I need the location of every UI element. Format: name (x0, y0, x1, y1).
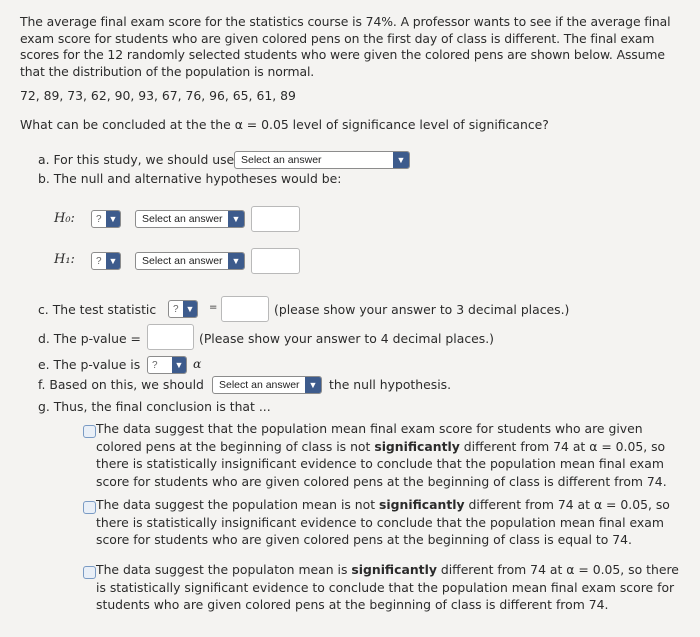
h0-value-input[interactable] (251, 206, 300, 232)
h1-value-input[interactable] (251, 248, 300, 274)
option-text: different from 74 at α = 0.05, so there is statistically insignificant evidence to conclude that the population mean final exam score for students who are given colored pens at the beginning of class is equal to 74. (96, 497, 670, 547)
p-value-hint: (Please show your answer to 4 decimal places.) (199, 331, 494, 346)
option-text: The data suggest that the population mean final exam score for students who are given colored pens at the beginning of class is not (96, 421, 643, 454)
conclusion-option-2[interactable] (96, 496, 688, 549)
h0-relation-select[interactable] (135, 210, 245, 228)
conclusion-option-2-radio[interactable] (83, 501, 96, 514)
option-bold: significantly (351, 562, 437, 577)
test-statistic-hint: (please show your answer to 3 decimal places.) (274, 302, 570, 317)
item-g-label: g. Thus, the final conclusion is that ... (38, 399, 271, 414)
test-type-select-label: Select an answer (241, 154, 322, 166)
conclusion-option-3[interactable] (96, 561, 682, 614)
p-value-comparison-value: ? (152, 359, 158, 371)
h1-parameter-value: ? (96, 255, 102, 267)
chevron-down-icon: ▼ (172, 357, 186, 373)
h0-symbol: H₀: (54, 211, 75, 226)
chevron-down-icon: ▼ (183, 301, 197, 317)
h1-relation-select[interactable] (135, 252, 245, 270)
decision-select[interactable] (212, 376, 322, 394)
option-text: different from 74 at α = 0.05, so there is statistically significant evidence to conclude that the population mean final exam score for students who are given colored pens at the beginning of class is different from 74. (96, 562, 679, 612)
p-value-input[interactable] (147, 324, 194, 350)
test-type-select[interactable] (234, 151, 410, 169)
chevron-down-icon: ▼ (228, 253, 244, 269)
option-bold: significantly (374, 438, 460, 454)
h0-relation-label: Select an answer (142, 213, 223, 225)
h0-parameter-select[interactable] (91, 210, 121, 228)
item-e-label: e. The p-value is (38, 357, 141, 372)
question-text: What can be concluded at the the α = 0.05 level of significance level of significance? (20, 117, 549, 132)
chevron-down-icon: ▼ (106, 253, 120, 269)
option-bold: significantly (379, 497, 465, 512)
test-statistic-input[interactable] (221, 296, 269, 322)
h1-relation-label: Select an answer (142, 255, 223, 267)
chevron-down-icon: ▼ (393, 152, 409, 168)
test-statistic-type-value: ? (173, 303, 179, 315)
h0-parameter-value: ? (96, 213, 102, 225)
chevron-down-icon: ▼ (228, 211, 244, 227)
decision-select-label: Select an answer (219, 379, 300, 391)
item-d-label: d. The p-value = (38, 331, 141, 346)
item-a-label: a. For this study, we should use (38, 152, 235, 167)
chevron-down-icon: ▼ (305, 377, 321, 393)
conclusion-option-3-radio[interactable] (83, 566, 96, 579)
test-statistic-type-select[interactable] (168, 300, 198, 318)
option-text: The data suggest the population mean is not (96, 497, 380, 512)
alpha-symbol: α (193, 356, 202, 371)
chevron-down-icon: ▼ (106, 211, 120, 227)
decision-tail-text: the null hypothesis. (329, 377, 452, 392)
item-c-label: c. The test statistic (38, 302, 157, 317)
data-values: 72, 89, 73, 62, 90, 93, 67, 76, 96, 65, 61, 89 (20, 88, 296, 103)
option-text: The data suggest the populaton mean is (96, 562, 352, 577)
equals-sign: = (209, 302, 218, 313)
conclusion-option-1-radio[interactable] (83, 425, 96, 438)
h1-symbol: H₁: (54, 252, 75, 267)
item-f-label: f. Based on this, we should (38, 377, 204, 392)
option-text: different from 74 at α = 0.05, so there is statistically insignificant evidence to conclude that the population mean final exam score for students who are given colored pens at the beginning of class is different from 74. (96, 438, 667, 489)
problem-intro: The average final exam score for the statistics course is 74%. A professor wants to see if the average final exam score for students who are given colored pens on the first day of class is different. The final exam scores for the 12 randomly selected students who were given the colored pens are shown below. Assume that the distribution of the population is normal. (20, 14, 671, 79)
item-b-label: b. The null and alternative hypotheses would be: (38, 171, 342, 186)
p-value-comparison-select[interactable] (147, 356, 187, 374)
h1-parameter-select[interactable] (91, 252, 121, 270)
conclusion-option-1[interactable] (96, 420, 682, 490)
